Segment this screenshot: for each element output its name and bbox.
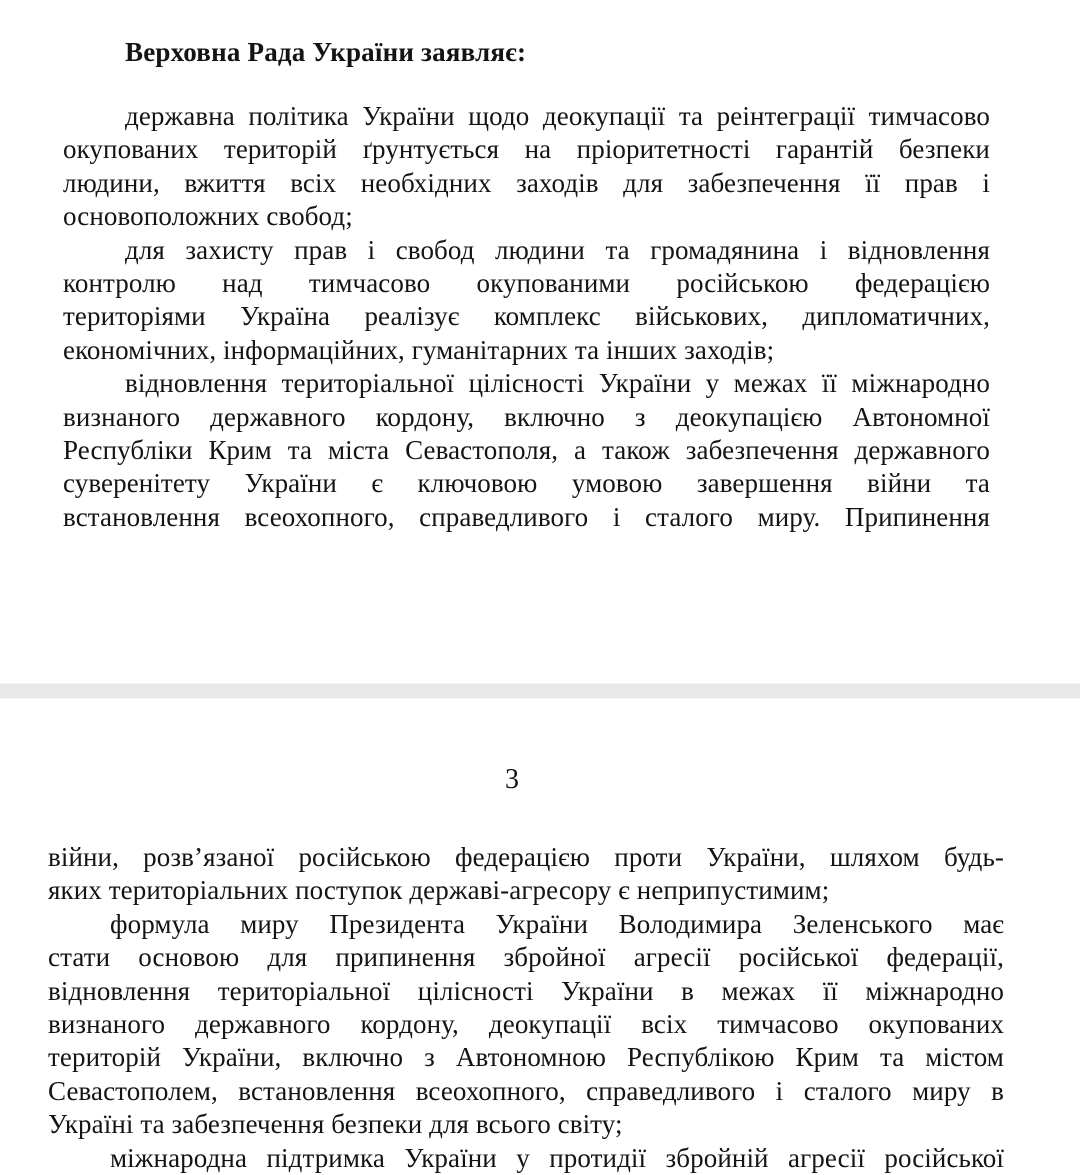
text-line: формула миру Президента України Володимира Зеленського має [110,908,1004,939]
text-line: визнаного державного кордону, включно з деокупацією Автономної [63,401,990,432]
document-page-2 [0,697,1080,1175]
text-line: відновлення територіальної цілісності України в межах її міжнародно [48,975,1004,1006]
page-number: 3 [505,764,519,795]
text-line: Севастополем, встановлення всеохопного, справедливого і сталого миру в [48,1075,1004,1106]
text-line: контролю над тимчасово окупованими російською федерацією [63,268,990,299]
text-line: людини, вжиття всіх необхідних заходів для забезпечення її прав і [63,167,990,198]
text-line: територій України, включно з Автономною Республікою Крим та містом [48,1042,1004,1073]
text-line: для захисту прав і свобод людини та громадянина і відновлення [125,234,990,265]
text-line: стати основою для припинення збройної агресії російської федерації, [48,942,1004,973]
text-line: війни, розв’язаної російською федерацією проти України, шляхом будь- [48,842,1004,872]
document-page-1 [0,0,1080,534]
text-line: відновлення територіальної цілісності України у межах її міжнародно [125,368,990,399]
text-line: основоположних свобод; [63,201,353,232]
text-line: суверенітету України є ключовою умовою завершення війни та [63,468,990,499]
document-heading: Верховна Рада України заявляє: [125,37,527,67]
text-line: окупованих територій ґрунтується на пріоритетності гарантій безпеки [63,134,990,165]
clipped-text-line: міжнародна підтримка України у протидії збройній агресії російської [110,1142,1004,1173]
text-line: визнаного державного кордону, деокупації всіх тимчасово окупованих [48,1009,1004,1040]
page-body [48,841,1004,1175]
text-line: територіями Україна реалізує комплекс військових, дипломатичних, [63,301,990,332]
text-line: державна політика України щодо деокупації та реінтеграції тимчасово [125,101,990,131]
text-line: Республіки Крим та міста Севастополя, а також забезпечення державного [63,435,990,466]
text-line: яких територіальних поступок державі-агресору є неприпустимим; [48,875,830,906]
text-line: встановлення всеохопного, справедливого і сталого миру. Припинення [63,501,990,532]
text-line: Україні та забезпечення безпеки для всього світу; [48,1109,623,1140]
text-line: економічних, інформаційних, гуманітарних та інших заходів; [63,334,775,365]
